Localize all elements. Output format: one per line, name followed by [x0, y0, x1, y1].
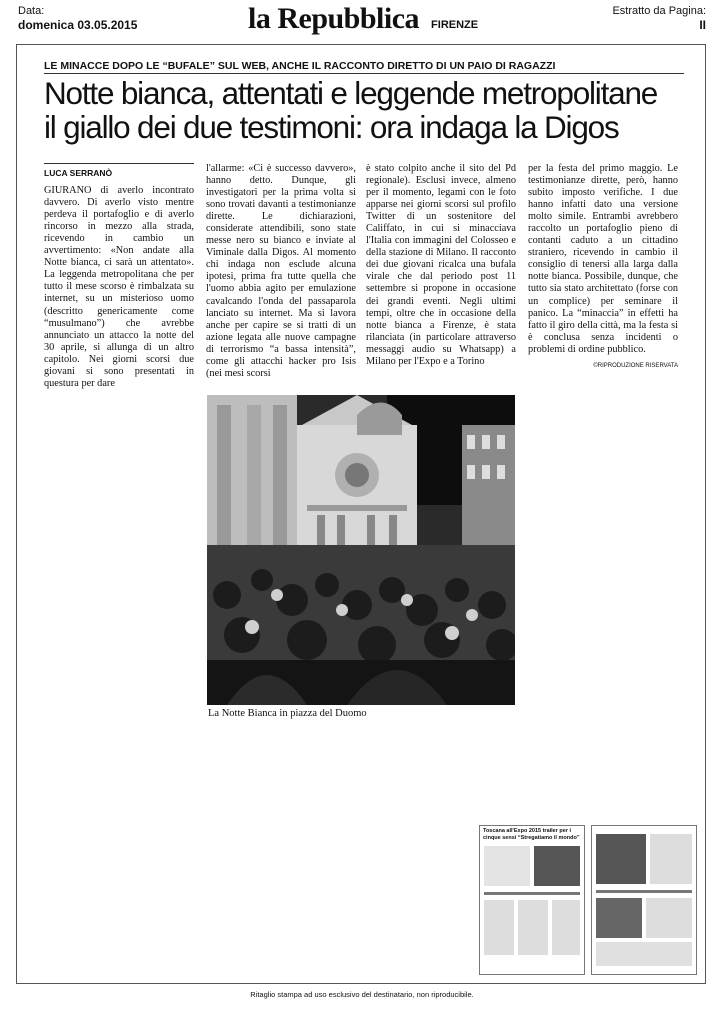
column-4-text: per la festa del primo maggio. Le testimonianze dirette, però, hanno subito imposto verifiche. I due hanno infatti dato una versione molto simile. Entrambi avrebbero raccolto un portafoglio pieno di contanti caduto a un cittadino straniero, ricevendo in cambio il consiglio di tenersi alla larga dalla notte bianca. Possibile, dunque, che tutto sia stato architettato (forse con un complice) per seminare il panico. La “minaccia” in effetti ha fatto il giro della città, ma la festa si è conclusa senza incidenti o problemi di ordine pubblico. — [528, 163, 678, 355]
edition-label: FIRENZE — [431, 19, 479, 31]
article-title — [44, 76, 704, 144]
article-kicker — [44, 60, 684, 74]
page-label: Estratto da Pagina: — [612, 5, 706, 17]
footer-disclaimer: Ritaglio stampa ad uso esclusivo del destinatario, non riproducibile. — [250, 990, 474, 999]
thumbnail-2-image — [592, 830, 696, 970]
article-column-1 — [44, 163, 194, 390]
newspaper-logo: la Repubblica — [248, 2, 420, 35]
date-value: domenica 03.05.2015 — [18, 18, 138, 32]
copyright-note: ©RIPRODUZIONE RISERVATA — [593, 362, 678, 369]
article-column-2 — [206, 163, 356, 380]
thumbnail-1-image — [480, 844, 584, 964]
duomo-crowd-image — [207, 395, 515, 705]
page-value: II — [699, 18, 706, 32]
column-3-text: è stato colpito anche il sito del Pd regionale). Esclusi invece, almeno per il momento, legami con le foto apparse nei giorni scorsi sul profilo Twitter di un sostenitore del Califfato, in cui si minacciava l'Italia con immagini del Colosseo e della stazione di Milano. Il racconto dei due giovani ricalca una bufala virale che dal periodo post 11 settembre si propone in occasione dei grandi eventi. Negli ultimi tempi, oltre che in occasione della notte bianca a Firenze, è stata rilanciata (in particolare attraverso messaggi audio su Whatsapp) a Milano per l'Expo e a Torino — [366, 163, 516, 367]
article-column-3 — [366, 163, 516, 368]
byline: LUCA SERRANÒ — [44, 163, 194, 179]
kicker-text: DOPO LE “BUFALE” SUL WEB, ANCHE IL RACCONTO DIRETTO DI UN PAIO DI RAGAZZI — [112, 60, 556, 72]
thumbnail-1-headline: Toscana all'Expo 2015 trailer per i cinque sensi “Stregatiamo il mondo” — [483, 828, 580, 841]
page-block — [612, 4, 706, 32]
page-thumbnail-1 — [479, 825, 585, 975]
date-block — [18, 4, 137, 32]
photo-caption: La Notte Bianca in piazza del Duomo — [208, 708, 367, 719]
masthead — [248, 2, 478, 36]
article-column-4 — [528, 163, 678, 372]
article-photo — [207, 395, 515, 705]
title-line-1: Notte bianca, attentati e leggende metropolitane — [44, 75, 658, 111]
page-thumbnail-2 — [591, 825, 697, 975]
date-label: Data: — [18, 5, 45, 17]
column-2-text: l'allarme: «Ci è successo davvero», hanno detto. Dunque, gli investigatori per la prima volta si sono trovati davanti a testimonianze dirette. Le dichiarazioni, considerate attendibili, sono state messe nero su bianco e inviate al Viminale dalla Digos. Al momento chi indaga non esclude alcuna ipotesi, prima fra tutte quella che l'uomo abbia agito per emulazione cavalcando l'onda del passaparola lanciato su internet. Ma si lavora anche per capire se si tratti di un azione legata alle nuove campagne di terrorismo “a bassa intensità”, come gli attacchi hacker pro Isis (nei mesi scorsi — [206, 163, 356, 379]
kicker-tag: LE MINACCE — [44, 60, 110, 72]
title-line-2: il giallo dei due testimoni: ora indaga la Digos — [44, 109, 619, 145]
column-1-text: GIURANO di averlo incontrato davvero. Di averlo visto mentre perdeva il portafoglio e di averlo rincorso in mezzo alla strada, ricevendo in cambio un avvertimento: «Non andate alla Notte bianca, ci sarà un attentato». La leggenda metropolitana che per tutto il mese scorso è rimbalzata su internet, su un misterioso uomo (descritto genericamente come “musulmano”) che avrebbe annunciato un attacco la notte del 30 aprile, si allunga di un altro capitolo. Nei giorni scorsi due giovani si sono presentati in questura per dare — [44, 185, 194, 389]
